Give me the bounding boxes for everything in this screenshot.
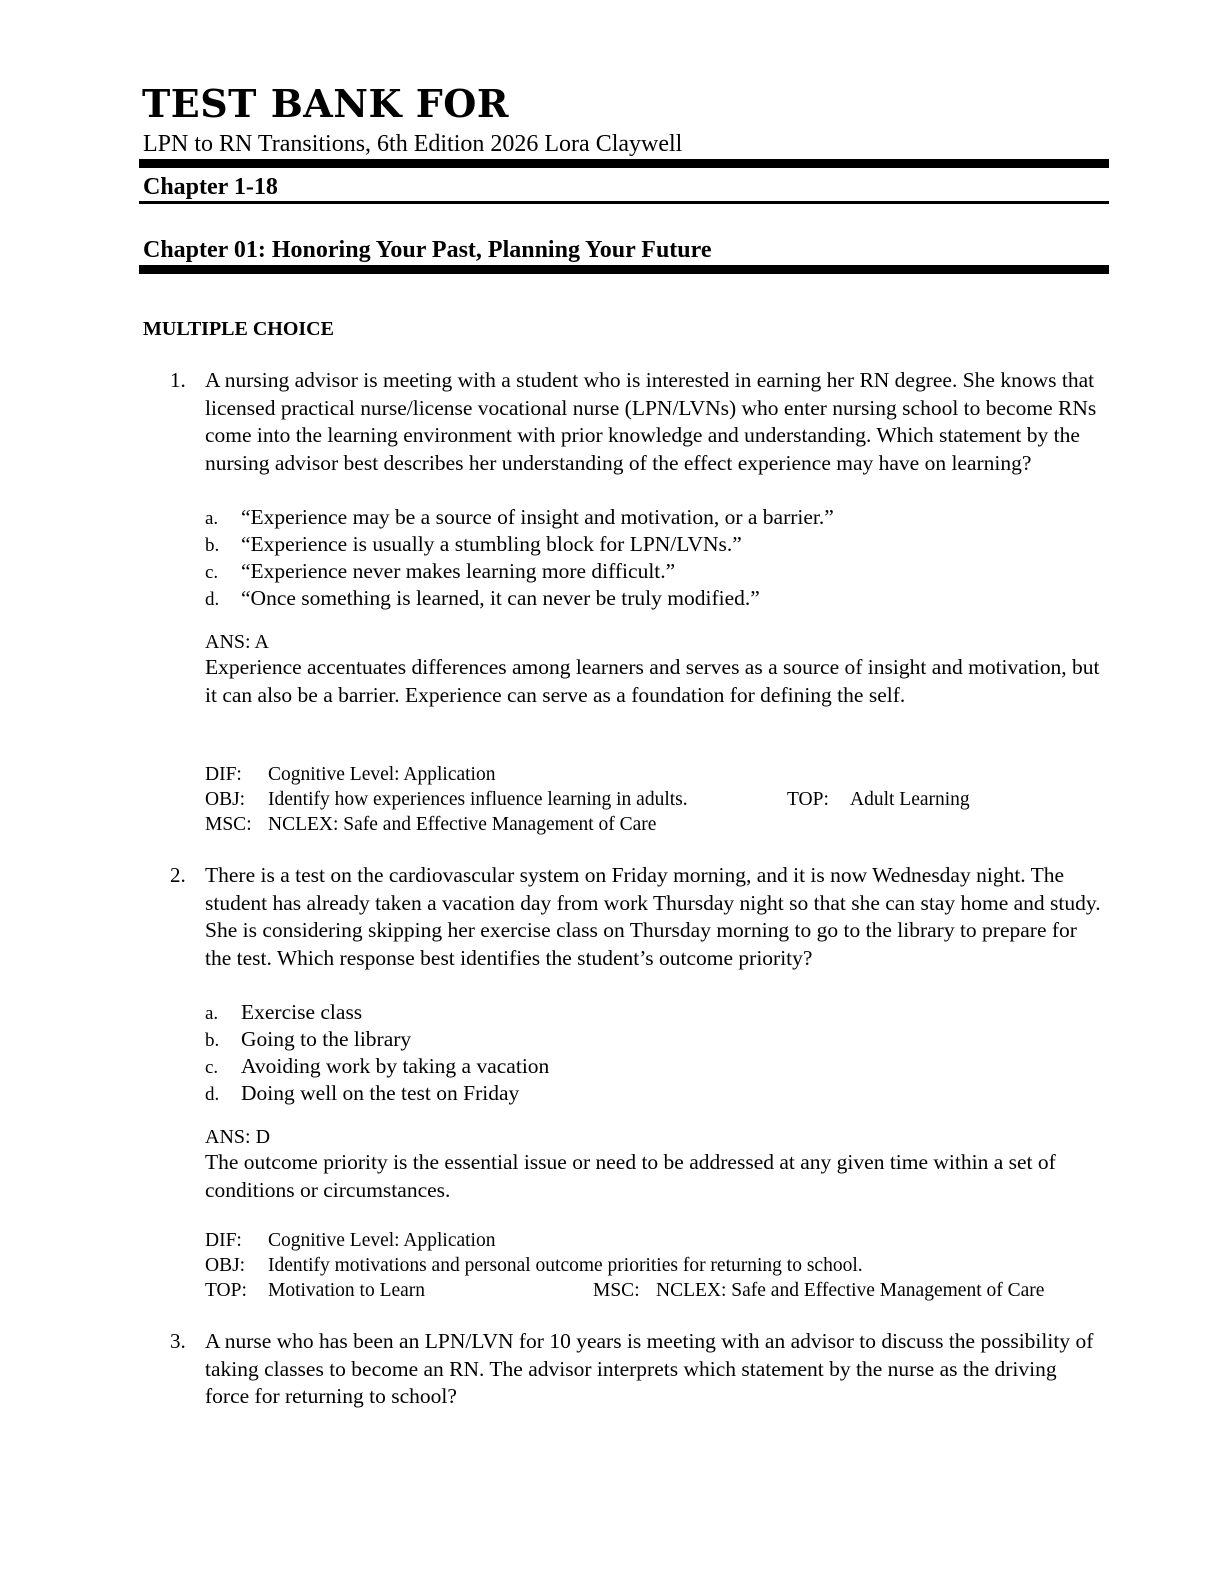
option-d bbox=[205, 1080, 1085, 1109]
meta-obj bbox=[205, 1253, 863, 1278]
meta-value: NCLEX: Safe and Effective Management of Care bbox=[656, 1280, 1045, 1301]
chapter-heading-divider bbox=[139, 265, 1109, 274]
option-letter: b. bbox=[205, 1030, 220, 1051]
option-text: Doing well on the test on Friday bbox=[241, 1081, 520, 1105]
title-divider bbox=[139, 159, 1109, 168]
meta-key: DIF: bbox=[205, 764, 242, 785]
meta-msc bbox=[593, 1278, 1044, 1303]
option-text: Going to the library bbox=[241, 1027, 412, 1051]
meta-value: Motivation to Learn bbox=[268, 1280, 426, 1301]
meta-value: NCLEX: Safe and Effective Management of Care bbox=[268, 814, 657, 835]
option-text: Avoiding work by taking a vacation bbox=[241, 1054, 550, 1078]
option-d bbox=[205, 585, 1085, 614]
option-c bbox=[205, 558, 1085, 587]
option-b bbox=[205, 531, 1085, 560]
option-text: “Once something is learned, it can never be truly modified.” bbox=[241, 586, 760, 610]
answer-rationale: Experience accentuates differences among learners and serves as a source of insight and motivation, but it can also be a barrier. Experience can serve as a foundation for defining the self. bbox=[205, 655, 1100, 707]
meta-key: OBJ: bbox=[205, 789, 246, 810]
meta-key: DIF: bbox=[205, 1230, 242, 1251]
meta-dif bbox=[205, 762, 495, 787]
option-letter: d. bbox=[205, 1084, 220, 1105]
meta-top bbox=[205, 1278, 425, 1303]
answer-label: ANS: A bbox=[205, 631, 269, 653]
option-text: “Experience is usually a stumbling block for LPN/LVNs.” bbox=[241, 532, 742, 556]
option-letter: d. bbox=[205, 589, 220, 610]
section-heading: MULTIPLE CHOICE bbox=[143, 318, 334, 340]
option-text: Exercise class bbox=[241, 1000, 363, 1024]
question-stem: There is a test on the cardiovascular system on Friday morning, and it is now Wednesday night. The student has already taken a vacation day from work Thursday night so that she can stay home and study. She is considering skipping her exercise class on Thursday morning to go to the library to prepare for the test. Which response best identifies the student’s outcome priority? bbox=[205, 863, 1101, 970]
meta-key: TOP: bbox=[787, 789, 829, 810]
meta-key: TOP: bbox=[205, 1280, 247, 1301]
document-title: TEST BANK FOR bbox=[142, 81, 509, 126]
meta-key: OBJ: bbox=[205, 1255, 246, 1276]
option-a bbox=[205, 504, 1085, 533]
option-a bbox=[205, 999, 1085, 1028]
option-letter: b. bbox=[205, 535, 220, 556]
chapter-heading: Chapter 01: Honoring Your Past, Planning Your Future bbox=[143, 237, 712, 263]
option-b bbox=[205, 1026, 1085, 1055]
option-letter: a. bbox=[205, 508, 219, 529]
meta-value: Adult Learning bbox=[850, 789, 970, 810]
document-subtitle: LPN to RN Transitions, 6th Edition 2026 Lora Claywell bbox=[143, 131, 683, 157]
option-c bbox=[205, 1053, 1085, 1082]
meta-obj bbox=[205, 787, 688, 812]
meta-msc bbox=[205, 812, 656, 837]
meta-top bbox=[787, 787, 970, 812]
chapter-range-divider bbox=[139, 201, 1109, 204]
question-number: 1. bbox=[170, 368, 186, 392]
option-letter: a. bbox=[205, 1003, 219, 1024]
question-stem: A nursing advisor is meeting with a student who is interested in earning her RN degree. She knows that licensed practical nurse/license vocational nurse (LPN/LVNs) who enter nursing school to become RNs come into the learning environment with prior knowledge and understanding. Which statement by the nursing advisor best describes her understanding of the effect experience may have on learning? bbox=[205, 368, 1097, 475]
meta-dif bbox=[205, 1228, 495, 1253]
answer-rationale: The outcome priority is the essential issue or need to be addressed at any given time within a set of conditions or circumstances. bbox=[205, 1150, 1056, 1202]
meta-value: Identify how experiences influence learning in adults. bbox=[268, 789, 688, 810]
option-text: “Experience may be a source of insight and motivation, or a barrier.” bbox=[241, 505, 834, 529]
option-letter: c. bbox=[205, 1057, 219, 1078]
question-number: 3. bbox=[170, 1329, 186, 1353]
chapter-range: Chapter 1-18 bbox=[143, 174, 278, 200]
meta-value: Cognitive Level: Application bbox=[268, 764, 496, 785]
meta-key: MSC: bbox=[593, 1280, 640, 1301]
question-stem: A nurse who has been an LPN/LVN for 10 years is meeting with an advisor to discuss the possibility of taking classes to become an RN. The advisor interprets which statement by the nurse as the driving force for returning to school? bbox=[205, 1329, 1094, 1408]
meta-value: Cognitive Level: Application bbox=[268, 1230, 496, 1251]
option-letter: c. bbox=[205, 562, 219, 583]
answer-label: ANS: D bbox=[205, 1126, 271, 1148]
meta-value: Identify motivations and personal outcome priorities for returning to school. bbox=[268, 1255, 863, 1276]
meta-key: MSC: bbox=[205, 814, 252, 835]
option-text: “Experience never makes learning more difficult.” bbox=[241, 559, 676, 583]
question-number: 2. bbox=[170, 863, 186, 887]
